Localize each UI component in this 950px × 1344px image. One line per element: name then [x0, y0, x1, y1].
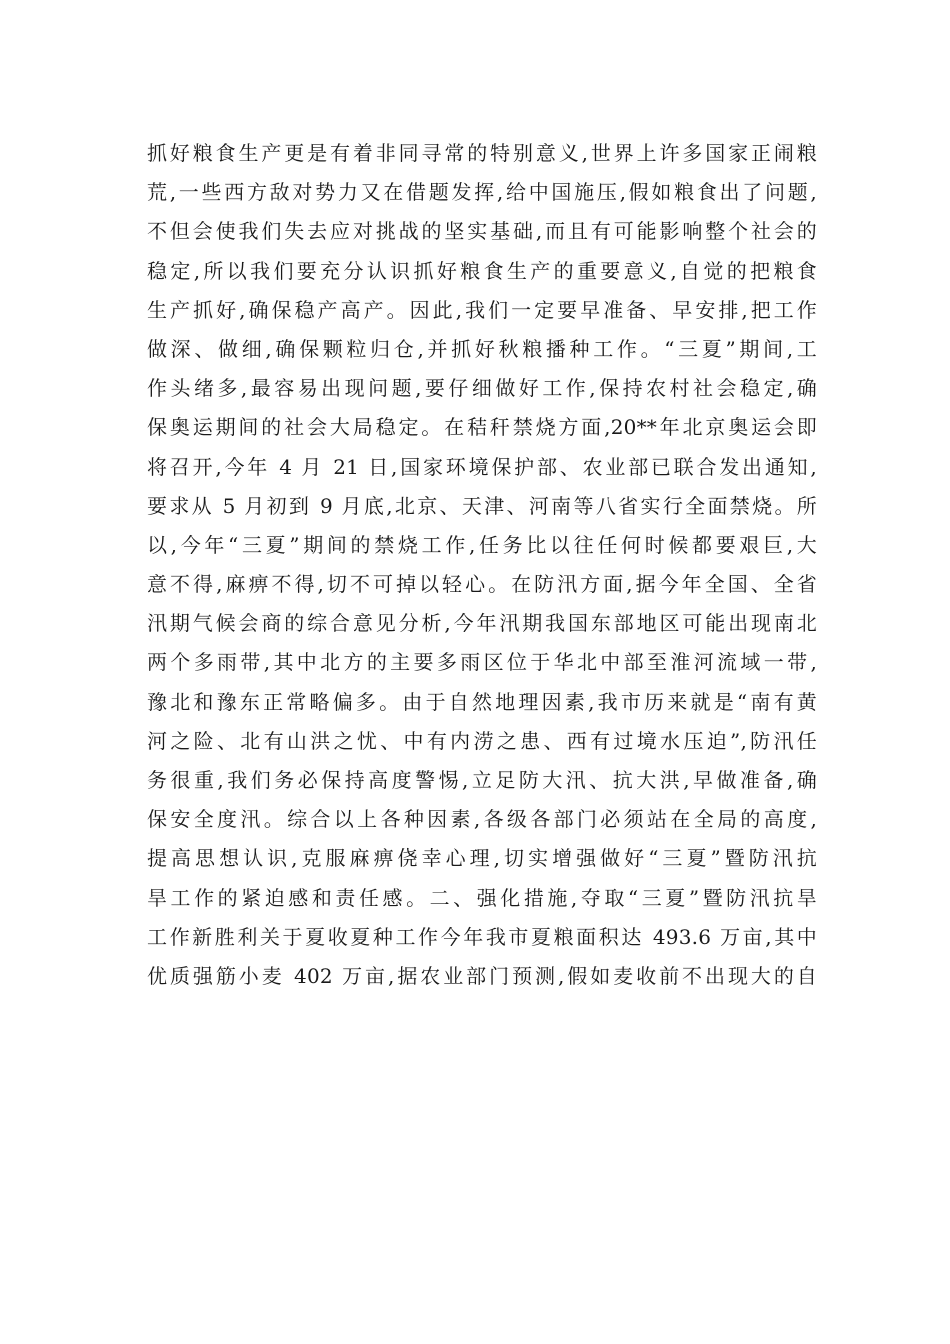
text-line: 荒,一些西方敌对势力又在借题发挥,给中国施压,假如粮食出了问题, — [147, 180, 817, 205]
text-line: 河之险、北有山洪之忧、中有内涝之患、西有过境水压迫”,防汛任 — [147, 728, 817, 753]
text-line: 保安全度汛。综合以上各种因素,各级各部门必须站在全局的高度, — [147, 807, 817, 832]
text-line: 抓好粮食生产更是有着非同寻常的特别意义,世界上许多国家正闹粮 — [147, 141, 817, 165]
text-line: 务很重,我们务必保持高度警惕,立足防大汛、抗大洪,早做准备,确 — [147, 768, 817, 792]
text-line: 不但会使我们失去应对挑战的坚实基础,而且有可能影响整个社会的 — [147, 219, 817, 244]
text-line: 将召开,今年 4 月 21 日,国家环境保护部、农业部已联合发出通知, — [147, 454, 817, 479]
text-line: 汛期气候会商的综合意见分析,今年汛期我国东部地区可能出现南北 — [147, 611, 817, 636]
text-line: 豫北和豫东正常略偏多。由于自然地理因素,我市历来就是“南有黄 — [147, 689, 817, 714]
text-line: 稳定,所以我们要充分认识抓好粮食生产的重要意义,自觉的把粮食 — [147, 258, 817, 283]
text-line: 意不得,麻痹不得,切不可掉以轻心。在防汛方面,据今年全国、全省 — [147, 572, 817, 597]
text-line: 提高思想认识,克服麻痹侥幸心理,切实增强做好“三夏”暨防汛抗 — [147, 846, 817, 871]
text-line: 要求从 5 月初到 9 月底,北京、天津、河南等八省实行全面禁烧。所 — [147, 493, 817, 518]
text-line: 工作新胜利关于夏收夏种工作今年我市夏粮面积达 493.6 万亩,其中 — [147, 924, 817, 949]
text-line: 作头绪多,最容易出现问题,要仔细做好工作,保持农村社会稳定,确 — [147, 376, 817, 401]
text-line: 保奥运期间的社会大局稳定。在秸秆禁烧方面,20**年北京奥运会即 — [147, 415, 817, 440]
text-line: 优质强筋小麦 402 万亩,据农业部门预测,假如麦收前不出现大的自 — [147, 963, 817, 988]
text-line: 生产抓好,确保稳产高产。因此,我们一定要早准备、早安排,把工作 — [147, 297, 817, 322]
text-line: 做深、做细,确保颗粒归仓,并抓好秋粮播种工作。“三夏”期间,工 — [147, 336, 817, 361]
text-line: 旱工作的紧迫感和责任感。二、强化措施,夺取“三夏”暨防汛抗旱 — [147, 885, 817, 910]
text-line: 以,今年“三夏”期间的禁烧工作,任务比以往任何时候都要艰巨,大 — [147, 532, 817, 557]
body-text — [147, 134, 817, 996]
text-line: 两个多雨带,其中北方的主要多雨区位于华北中部至淮河流域一带, — [147, 650, 817, 675]
